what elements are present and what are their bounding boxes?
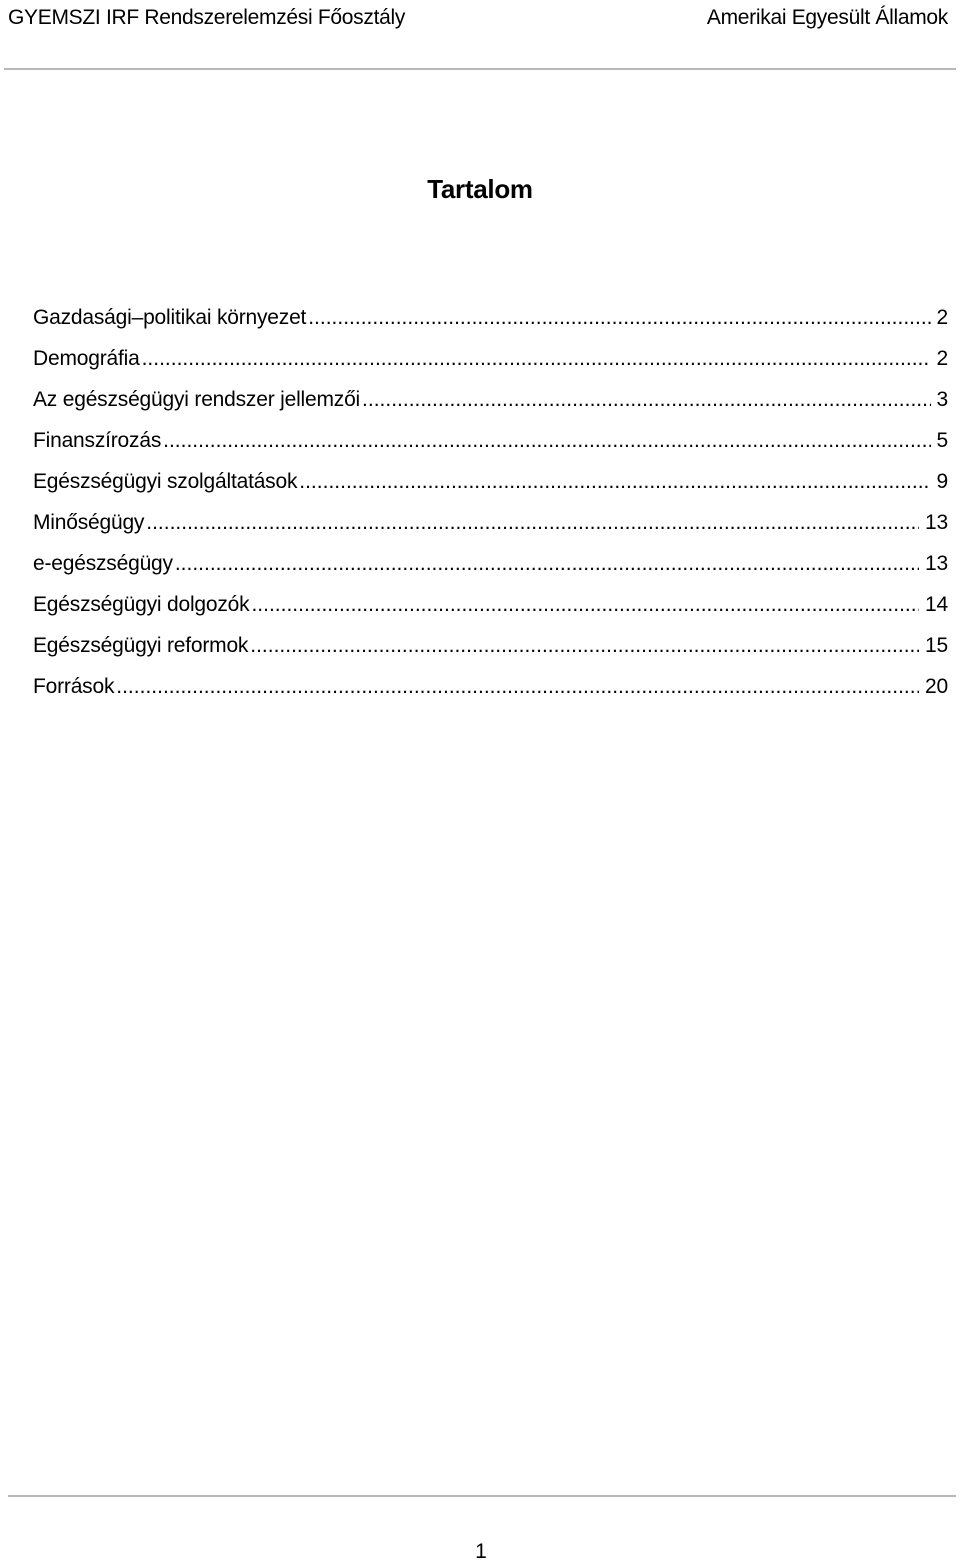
toc-entry-label: Források (33, 675, 115, 698)
page-header (8, 4, 948, 32)
toc-entry-label: Egészségügyi dolgozók (33, 593, 250, 616)
toc-entry-label: Az egészségügyi rendszer jellemzői (33, 388, 361, 411)
page-number: 1 (475, 1540, 487, 1563)
toc-entry-label: e-egészségügy (33, 552, 173, 575)
toc-entry-label: Finanszírozás (33, 429, 162, 452)
header-country: Amerikai Egyesült Államok (706, 6, 948, 29)
toc-entry-label: Gazdasági–politikai környezet (33, 306, 307, 329)
toc-entry-finanszirozas[interactable] (33, 429, 948, 470)
toc-entry-page: 14 (925, 593, 948, 616)
footer-divider (8, 1495, 956, 1497)
toc-entry-egeszsegugyi-reformok[interactable] (33, 634, 948, 675)
toc-entry-page: 5 (936, 429, 948, 452)
toc-entry-page: 13 (925, 511, 948, 534)
toc-entry-page: 2 (936, 306, 948, 329)
toc-entry-label: Egészségügyi szolgáltatások (33, 470, 298, 493)
toc-entry-egeszsegugyi-szolgaltatasok[interactable] (33, 470, 948, 511)
toc-entry-demografia[interactable] (33, 347, 948, 388)
toc-dot-leader (146, 511, 919, 535)
toc-entry-egeszsegugyi-rendszer-jellemzoi[interactable] (33, 388, 948, 429)
toc-dot-leader (175, 552, 919, 576)
header-department: GYEMSZI IRF Rendszerelemzési Főosztály (8, 6, 406, 29)
toc-dot-leader (308, 306, 930, 330)
toc-entry-e-egeszsegugy[interactable] (33, 552, 948, 593)
toc-entry-egeszsegugyi-dolgozok[interactable] (33, 593, 948, 634)
toc-entry-forrasok[interactable] (33, 675, 948, 716)
toc-entry-label: Egészségügyi reformok (33, 634, 249, 657)
toc-entry-page: 3 (936, 388, 948, 411)
toc-entry-page: 2 (936, 347, 948, 370)
toc-dot-leader (250, 634, 919, 658)
toc-dot-leader (299, 470, 930, 494)
toc-entry-page: 9 (936, 470, 948, 493)
toc-dot-leader (362, 388, 930, 412)
toc-dot-leader (251, 593, 919, 617)
toc-entry-label: Demográfia (33, 347, 140, 370)
toc-dot-leader (116, 675, 919, 699)
toc-entry-page: 15 (925, 634, 948, 657)
toc-dot-leader (163, 429, 930, 453)
toc-entry-label: Minőségügy (33, 511, 145, 534)
toc-entry-gazdasagi-politikai-kornyezet[interactable] (33, 306, 948, 347)
table-of-contents (33, 306, 948, 716)
toc-entry-page: 13 (925, 552, 948, 575)
toc-entry-minosegugy[interactable] (33, 511, 948, 552)
toc-dot-leader (142, 347, 931, 371)
header-divider (4, 68, 956, 70)
toc-title: Tartalom (427, 174, 533, 204)
toc-entry-page: 20 (925, 675, 948, 698)
